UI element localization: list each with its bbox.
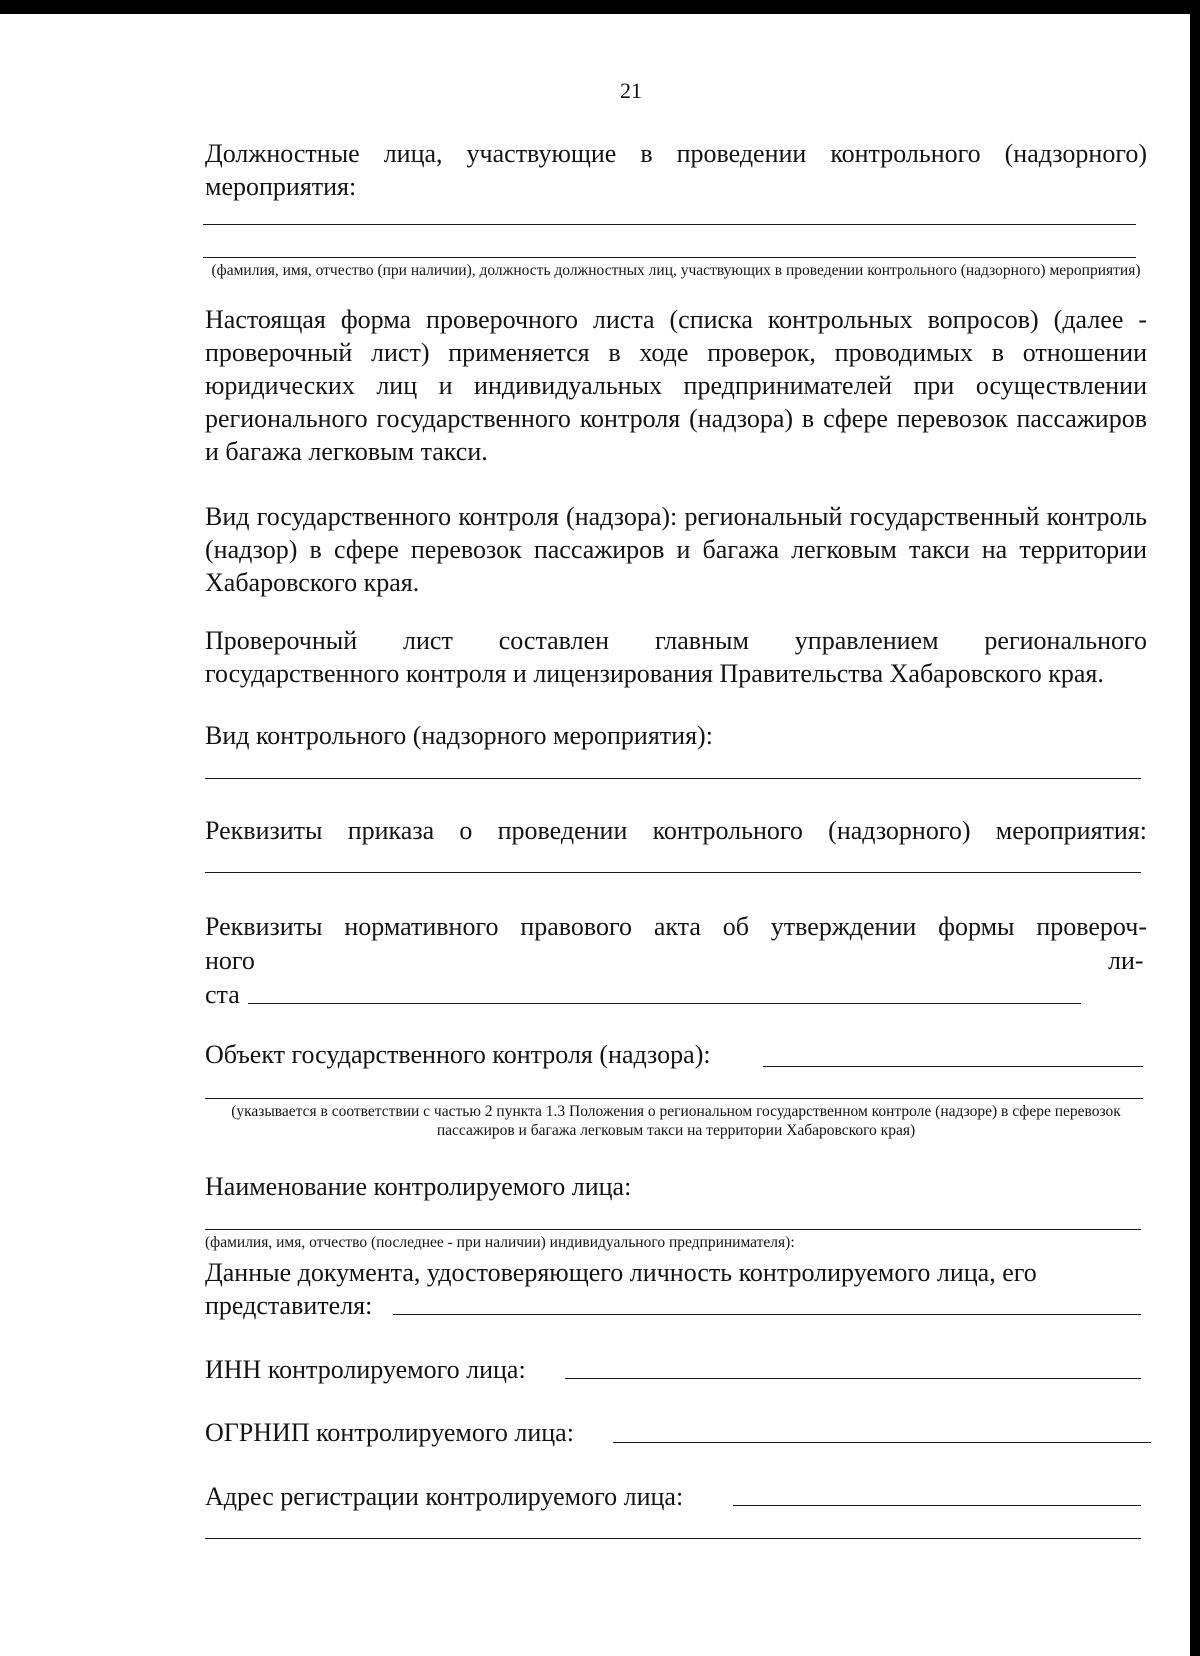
identity-document-line-2: представителя: <box>205 1291 373 1320</box>
event-type-field[interactable] <box>205 778 1141 779</box>
compiled-by-paragraph: Проверочный лист составлен главным управлением регионального государственного контроля и лицензирования Правительства Хабаровского края. <box>205 626 1147 688</box>
normative-act-line-3: ста <box>205 980 240 1009</box>
controlled-person-name-caption: (фамилия, имя, отчество (последнее - при наличии) индивидуального предпринимателя): <box>205 1234 795 1251</box>
page-number: 21 <box>620 78 642 103</box>
normative-act-line-2-right: ли- <box>1108 946 1144 975</box>
control-object-field[interactable] <box>763 1066 1143 1067</box>
officials-label: Должностные лица, участвующие в проведении контрольного (надзорного) мероприятия: <box>205 139 1147 201</box>
normative-act-line-1: Реквизиты нормативного правового акта об утверждении формы провероч- <box>205 912 1147 941</box>
control-object-caption: (указывается в соответствии с частью 2 пункта 1.3 Положения о региональном государственном контроле (надзоре) в сфере перевозок пассажиров и багажа легковым такси на территории Хабаровского края) <box>231 1103 1121 1139</box>
officials-line-2[interactable] <box>203 257 1136 258</box>
address-label: Адрес регистрации контролируемого лица: <box>205 1482 684 1511</box>
address-field[interactable] <box>733 1505 1141 1506</box>
control-object-label: Объект государственного контроля (надзора): <box>205 1040 711 1069</box>
officials-line-1[interactable] <box>203 224 1136 225</box>
address-line-2[interactable] <box>205 1538 1141 1539</box>
controlled-person-name-field[interactable] <box>205 1229 1141 1230</box>
order-details-label: Реквизиты приказа о проведении контрольного (надзорного) мероприятия: <box>205 816 1147 845</box>
officials-caption: (фамилия, имя, отчество (при наличии), должность должностных лиц, участвующих в проведении контрольного (надзорного) мероприятия) <box>211 262 1141 279</box>
normative-act-field[interactable] <box>248 1003 1081 1004</box>
control-type-paragraph: Вид государственного контроля (надзора): региональный государственный контроль (надзор) в сфере перевозок пассажиров и багажа легковым такси на территории Хабаровского края. <box>205 502 1147 597</box>
identity-document-field[interactable] <box>393 1314 1141 1315</box>
ogrnip-field[interactable] <box>613 1442 1151 1443</box>
ogrnip-label: ОГРНИП контролируемого лица: <box>205 1418 574 1447</box>
identity-document-line-1: Данные документа, удостоверяющего личность контролируемого лица, его <box>205 1258 1037 1287</box>
order-details-field[interactable] <box>205 872 1141 873</box>
inn-label: ИНН контролируемого лица: <box>205 1355 526 1384</box>
intro-paragraph: Настоящая форма проверочного листа (списка контрольных вопросов) (далее - проверочный лист) применяется в ходе проверок, проводимых в отношении юридических лиц и индивидуальных предпринимателей при осуществлении регионального государственного контроля (надзора) в сфере перевозок пассажиров и багажа легковым такси. <box>205 305 1147 466</box>
inn-field[interactable] <box>565 1378 1141 1379</box>
normative-act-line-2-left: ного <box>205 946 255 975</box>
control-object-line-2[interactable] <box>205 1098 1143 1099</box>
controlled-person-name-label: Наименование контролируемого лица: <box>205 1172 632 1201</box>
event-type-label: Вид контрольного (надзорного мероприятия): <box>205 721 713 750</box>
